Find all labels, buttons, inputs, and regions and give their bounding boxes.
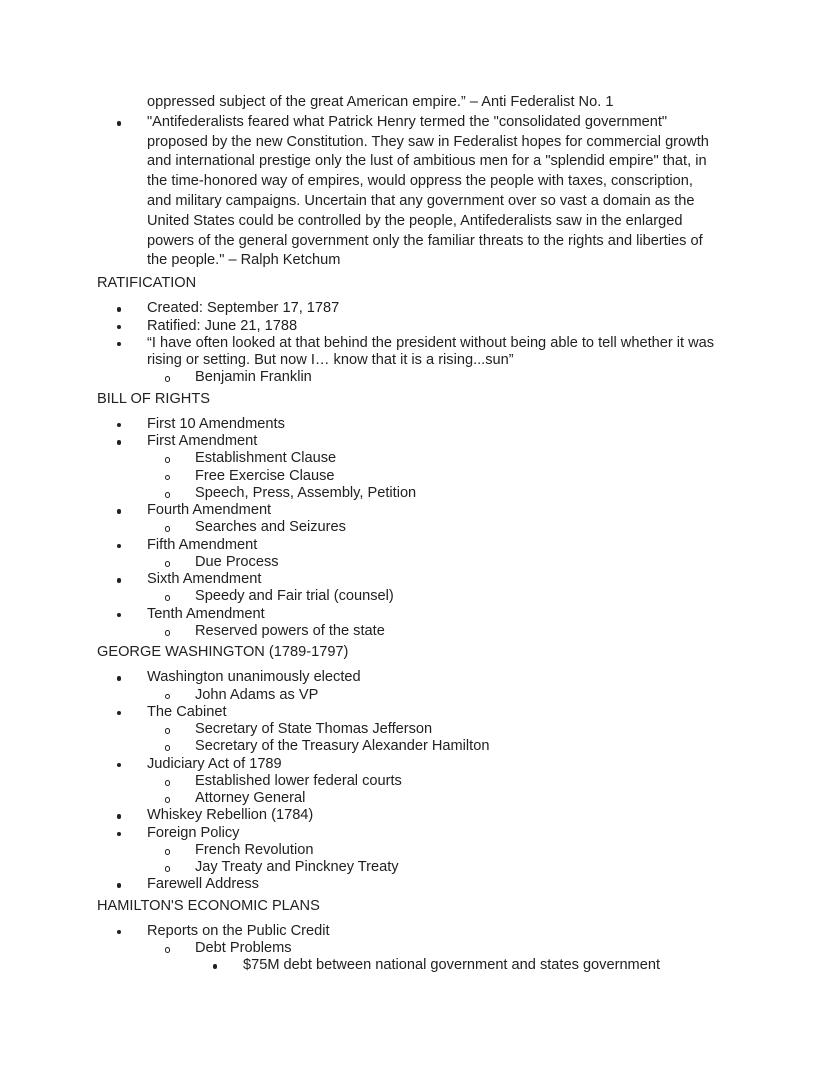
- text-line: and international prestige only the lust of ambitious men for a "splendid empire" that, in: [147, 153, 707, 170]
- list-item-level1: [97, 335, 731, 370]
- list-item-level1: [97, 825, 731, 842]
- text-line: Secretary of the Treasury Alexander Hamilton: [195, 738, 490, 755]
- text-line: Foreign Policy: [147, 824, 240, 841]
- text-line: powers of the general government only the familiar threats to the rights and liberties of: [147, 232, 703, 249]
- text-line: Establishment Clause: [195, 450, 337, 467]
- text-line: Created: September 17, 1787: [147, 300, 340, 317]
- text-line: Whiskey Rebellion (1784): [147, 807, 314, 824]
- list-item-level2: [97, 468, 731, 485]
- list-item-level2: [97, 450, 731, 467]
- hollow-bullet-icon: [165, 947, 171, 953]
- text-line: First Amendment: [147, 433, 258, 450]
- bullet-icon: [117, 325, 122, 330]
- text-line: Washington unanimously elected: [147, 669, 361, 686]
- text-line: and military campaigns. Uncertain that any government over so vast a domain as the: [147, 192, 695, 209]
- text-line: proposed by the new Constitution. They saw in Federalist hopes for commercial growth: [147, 133, 709, 150]
- bullet-icon: [117, 440, 122, 445]
- text-line: the time-honored way of empires, would oppress the people with taxes, conscription,: [147, 173, 693, 190]
- list-item-level1: [97, 300, 731, 317]
- list-item-level1: [97, 571, 731, 588]
- bullet-icon: [117, 883, 122, 888]
- list-item-level1: [97, 807, 731, 824]
- list-item-level2: [97, 940, 731, 957]
- text-line: $75M debt between national government and states government: [243, 957, 661, 974]
- list-item-level1: [97, 923, 731, 940]
- bullet-icon: [117, 930, 122, 935]
- list-item-level1: [97, 318, 731, 335]
- text-line: rising or setting. But now I… know that it is a rising...sun”: [147, 352, 514, 369]
- text-line: Debt Problems: [195, 940, 292, 957]
- hollow-bullet-icon: [165, 526, 171, 532]
- bullet-icon: [117, 423, 122, 428]
- list-item-level1: [97, 669, 731, 686]
- hollow-bullet-icon: [165, 866, 171, 872]
- list-item-level2: [97, 773, 731, 790]
- text-line: Speedy and Fair trial (counsel): [195, 588, 394, 605]
- hollow-bullet-icon: [165, 797, 171, 803]
- list-item-level2: [97, 790, 731, 807]
- text-line: Reserved powers of the state: [195, 622, 385, 639]
- bullet-icon: [117, 832, 122, 837]
- hollow-bullet-icon: [165, 694, 171, 700]
- text-line: French Revolution: [195, 841, 314, 858]
- text-line: Fourth Amendment: [147, 502, 272, 519]
- hollow-bullet-icon: [165, 728, 171, 734]
- text-line: “I have often looked at that behind the president without being able to tell whether it was: [147, 334, 715, 351]
- list-item-level2: [97, 369, 731, 386]
- list-item-level1: [97, 606, 731, 623]
- bullet-icon: [117, 763, 122, 768]
- text-line: Free Exercise Clause: [195, 467, 335, 484]
- text-line: Judiciary Act of 1789: [147, 755, 282, 772]
- bullet-icon: [117, 121, 122, 126]
- list-item-level2: [97, 485, 731, 502]
- list-item-level1: [97, 537, 731, 554]
- hollow-bullet-icon: [165, 780, 171, 786]
- text-line: Reports on the Public Credit: [147, 922, 330, 939]
- hollow-bullet-icon: [165, 745, 171, 751]
- text-line: Attorney General: [195, 790, 306, 807]
- hollow-bullet-icon: [165, 475, 171, 481]
- hollow-bullet-icon: [165, 630, 171, 636]
- text-line: Established lower federal courts: [195, 772, 402, 789]
- list-item-level2: [97, 842, 731, 859]
- list-item-level1: [97, 876, 731, 893]
- list-item-level2: [97, 519, 731, 536]
- list-item-level2: [97, 721, 731, 738]
- hollow-bullet-icon: [165, 457, 171, 463]
- text-line: First 10 Amendments: [147, 415, 285, 432]
- text-line: Ratified: June 21, 1788: [147, 317, 298, 334]
- bullet-icon: [117, 509, 122, 514]
- text-line: John Adams as VP: [195, 686, 319, 703]
- hollow-bullet-icon: [165, 849, 171, 855]
- list-item-level2: [97, 554, 731, 571]
- list-item-level2: [97, 623, 731, 640]
- section-heading: BILL OF RIGHTS: [97, 390, 210, 407]
- bullet-icon: [213, 964, 218, 969]
- text-line: Sixth Amendment: [147, 571, 262, 588]
- bullet-icon: [117, 307, 122, 312]
- hollow-bullet-icon: [165, 595, 171, 601]
- bullet-icon: [117, 676, 122, 681]
- list-item-level1: [97, 704, 731, 721]
- bullet-icon: [117, 613, 122, 618]
- list-item-level2: [97, 738, 731, 755]
- hollow-bullet-icon: [165, 492, 171, 498]
- text-line: Farewell Address: [147, 876, 259, 893]
- list-item-level1: [97, 113, 731, 271]
- list-item-level1: [97, 433, 731, 450]
- text-line: United States could be controlled by the people, Antifederalists saw in the enlarged: [147, 212, 683, 229]
- list-item-level2: [97, 588, 731, 605]
- text-line: The Cabinet: [147, 703, 227, 720]
- bullet-icon: [117, 711, 122, 716]
- text-line: Jay Treaty and Pinckney Treaty: [195, 859, 399, 876]
- text-line: Tenth Amendment: [147, 605, 265, 622]
- text-line: Searches and Seizures: [195, 519, 346, 536]
- text-line: the people." – Ralph Ketchum: [147, 252, 341, 269]
- list-item-level1: [97, 502, 731, 519]
- list-item-level1: [97, 416, 731, 433]
- section-heading: RATIFICATION: [97, 275, 197, 292]
- list-item-level1: [97, 756, 731, 773]
- section-heading: HAMILTON'S ECONOMIC PLANS: [97, 897, 320, 914]
- continuation-line: [97, 93, 731, 113]
- hollow-bullet-icon: [165, 561, 171, 567]
- bullet-icon: [117, 814, 122, 819]
- text-line: oppressed subject of the great American empire.” – Anti Federalist No. 1: [147, 94, 614, 110]
- text-line: Secretary of State Thomas Jefferson: [195, 721, 433, 738]
- list-item-level3: [97, 957, 731, 974]
- list-item-level2: [97, 859, 731, 876]
- list-item-level2: [97, 687, 731, 704]
- bullet-icon: [117, 578, 122, 583]
- bullet-icon: [117, 342, 122, 347]
- text-line: Benjamin Franklin: [195, 369, 312, 386]
- bullet-icon: [117, 544, 122, 549]
- section-heading: GEORGE WASHINGTON (1789-1797): [97, 644, 349, 661]
- document-content: [97, 93, 731, 975]
- text-line: Speech, Press, Assembly, Petition: [195, 484, 417, 501]
- text-line: Due Process: [195, 553, 279, 570]
- hollow-bullet-icon: [165, 376, 171, 382]
- text-line: Fifth Amendment: [147, 536, 258, 553]
- text-line: "Antifederalists feared what Patrick Henry termed the "consolidated government": [147, 113, 668, 130]
